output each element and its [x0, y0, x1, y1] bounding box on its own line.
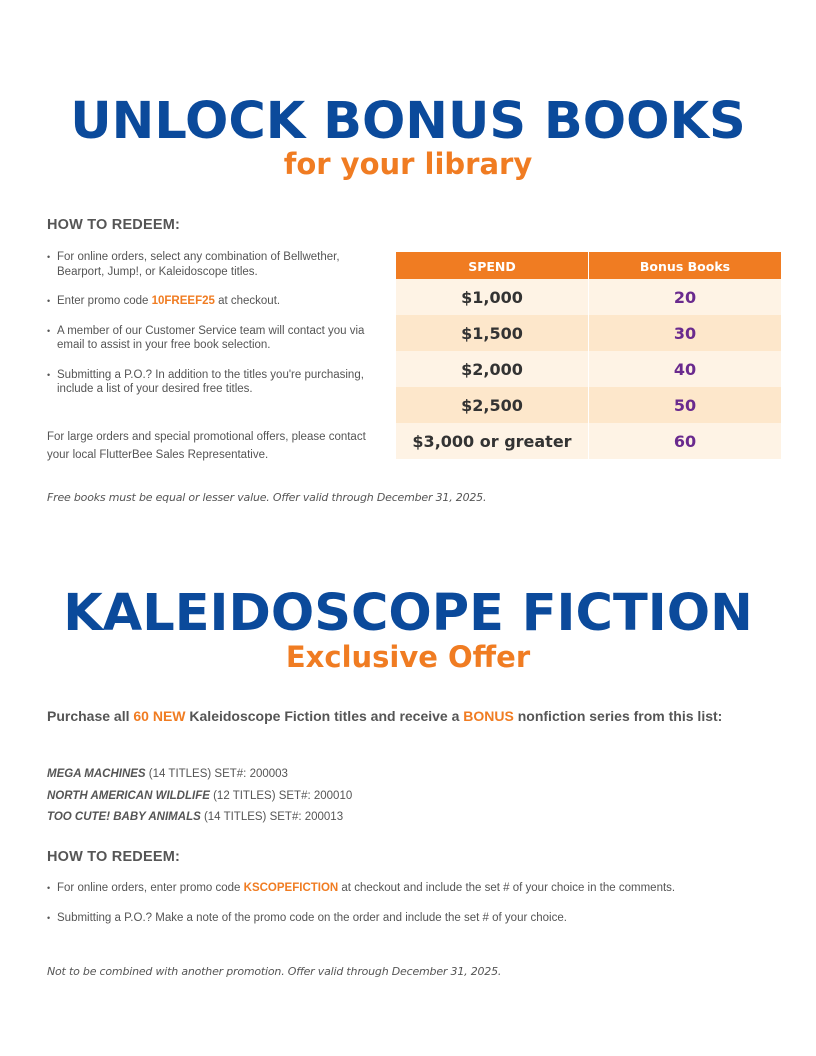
set-name: TOO CUTE! BABY ANIMALS: [47, 811, 201, 823]
section1-bullet-po: [47, 368, 377, 397]
spend-amount: $1,500: [396, 315, 589, 351]
section2-how-to-heading: HOW TO REDEEM:: [47, 849, 181, 865]
set-detail: (14 TITLES) SET#: 200003: [145, 768, 288, 780]
section2-promo-text-post: at checkout and include the set # of your choice in the comments.: [338, 882, 676, 894]
section2-bullet-online: [47, 881, 727, 896]
intro-highlight-bonus: BONUS: [463, 708, 514, 724]
intro-text-1: Purchase all: [47, 708, 134, 724]
section1-bullet-promo: [47, 294, 377, 309]
spend-amount: $2,000: [396, 351, 589, 387]
section2-bullet-po: [47, 911, 727, 926]
section2-bullet-list: [47, 881, 727, 925]
kscope-promo-code: KSCOPEFICTION: [243, 882, 339, 894]
bonus-books-count: 60: [589, 423, 782, 459]
spend-amount: $3,000 or greater: [396, 423, 589, 459]
intro-text-3: nonfiction series from this list:: [513, 708, 723, 724]
bonus-books-count: 50: [589, 387, 782, 423]
section1-bullet-online: [47, 250, 377, 279]
table-row: [396, 423, 781, 459]
bonus-books-count: 20: [589, 279, 782, 315]
bonus-books-count: 30: [589, 315, 782, 351]
section2-fineprint: Not to be combined with another promotion. Offer valid through December 31, 2025.: [47, 965, 502, 978]
set-detail: (14 TITLES) SET#: 200013: [200, 811, 344, 823]
list-item: [47, 807, 352, 829]
promo-text-pre: Enter promo code: [57, 295, 152, 307]
section2-title: KALEIDOSCOPE FICTION: [63, 584, 753, 643]
table-header-spend: SPEND: [396, 252, 589, 279]
intro-text-2: Kaleidoscope Fiction titles and receive a: [185, 708, 464, 724]
intro-highlight-60-new: 60 NEW: [133, 708, 186, 724]
section1-bullet-po-text: Submitting a P.O.? In addition to the titles you're purchasing, include a list of your desired free titles.: [57, 368, 364, 395]
section1-bullet-customer-service-text: A member of our Customer Service team will contact you via email to assist in your free book selection.: [57, 324, 365, 351]
section2-bullet-po-text: Submitting a P.O.? Make a note of the promo code on the order and include the set # of your choice.: [57, 911, 567, 924]
section1-bullet-customer-service: [47, 324, 377, 353]
bonus-books-count: 40: [589, 351, 782, 387]
nonfiction-set-list: [47, 764, 352, 829]
section1-bullet-online-text: For online orders, select any combination of Bellwether, Bearport, Jump!, or Kaleidoscope titles.: [57, 251, 340, 278]
spend-amount: $1,000: [396, 279, 589, 315]
table-row: [396, 351, 781, 387]
section1-bullet-list: [47, 250, 377, 397]
spend-amount: $2,500: [396, 387, 589, 423]
set-detail: (12 TITLES) SET#: 200010: [209, 789, 353, 802]
table-row: [396, 279, 781, 315]
promo-code: 10FREEF25: [151, 295, 215, 307]
list-item: [47, 764, 352, 786]
section1-title: UNLOCK BONUS BOOKS: [70, 92, 746, 151]
section1-subtitle: for your library: [283, 147, 533, 181]
table-header-bonus-books: Bonus Books: [589, 252, 782, 279]
kaleidoscope-offer-intro: [47, 706, 727, 727]
set-name: MEGA MACHINES: [47, 768, 146, 780]
set-name: NORTH AMERICAN WILDLIFE: [47, 789, 210, 802]
table-row: [396, 387, 781, 423]
table-header-row: [396, 252, 781, 279]
section2-subtitle: Exclusive Offer: [285, 640, 531, 674]
promo-text-post: at checkout.: [214, 295, 281, 307]
large-orders-note: For large orders and special promotional offers, please contact your local FlutterBee Sales Representative.: [47, 431, 366, 461]
list-item: [47, 786, 352, 808]
bonus-books-table: [396, 252, 781, 459]
section1-how-to-heading: HOW TO REDEEM:: [47, 217, 181, 233]
section1-fineprint: Free books must be equal or lesser value. Offer valid through December 31, 2025.: [47, 491, 487, 504]
table-row: [396, 315, 781, 351]
section2-promo-text-pre: For online orders, enter promo code: [57, 882, 244, 894]
